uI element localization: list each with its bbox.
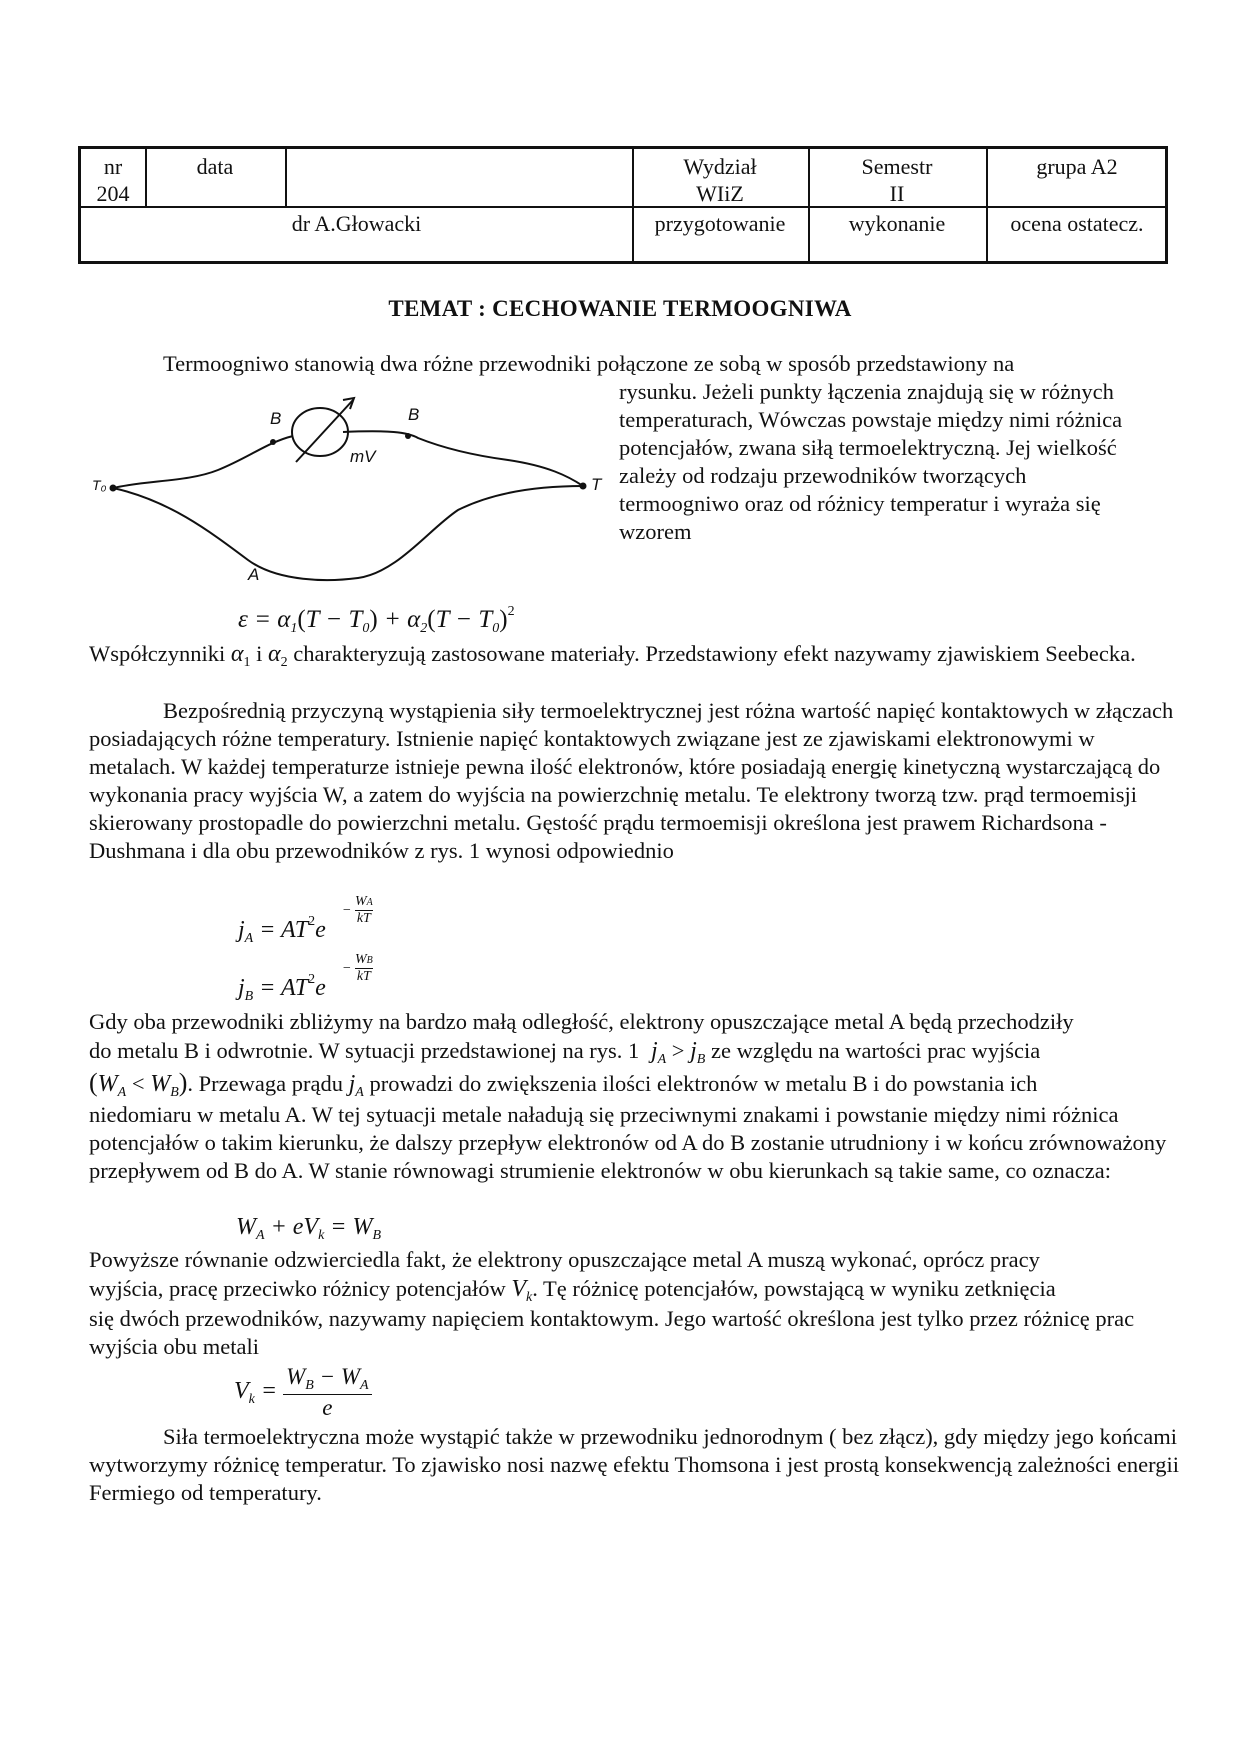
formula-ja: $j_A = AT^2e$: [238, 914, 326, 946]
nr-cell: [81, 149, 145, 207]
prep-cell: [632, 206, 808, 237]
node-b-left: [270, 439, 276, 445]
semester-label: Semestr: [861, 154, 933, 179]
group-cell: [986, 149, 1168, 180]
exec-label: wykonanie: [848, 211, 946, 236]
intro-line-4: potencjałów, zwana siłą termoelektryczną. Jej wielkość: [619, 435, 1117, 460]
semester-value: II: [889, 181, 905, 206]
intro-line-2: rysunku. Jeżeli punkty łączenia znajdują się w różnych: [619, 379, 1114, 404]
intro-line-6: termoogniwo oraz od różnicy temperatur i wyraża się: [619, 491, 1101, 516]
label-mv: mV: [350, 447, 376, 466]
faculty-label: Wydział: [683, 154, 757, 179]
date-label: data: [196, 154, 234, 179]
formula-jb: $j_B = AT^2e$: [238, 972, 326, 1004]
formula-vk: $V_k$ = $\frac{W_B - W_A}{e}$: [234, 1364, 372, 1421]
junction-t-dot: [580, 483, 587, 490]
para3-line-1: Gdy oba przewodniki zbliżymy na bardzo małą odległość, elektrony opuszczające metal A będą przechodziły: [89, 1009, 1074, 1034]
para4-line-1: Powyższe równanie odzwierciedla fakt, że elektrony opuszczające metal A muszą wykonać, oprócz pracy: [89, 1247, 1040, 1272]
para-contact-voltage: Bezpośrednią przyczyną wystąpienia siły termoelektrycznej jest różna wartość napięć kontaktowych w złączach posiadających różne temperatury. Istnienie napięć kontaktowych związane jest ze zjawiskami elektronowymi w metalach. W każdej temperaturze istnieje pewna ilość elektronów, które posiadają energię kinetyczną wystarczającą do wykonania pracy wyjścia W, a zatem do wyjścia na powierzchnię metalu. Te elektrony tworzą tzw. prąd termoemisji skierowany prostopadle do powierzchni metalu. Gęstość prądu termoemisji określona jest prawem Richardsona - Dushmana i dla obu przewodników z rys. 1 wynosi odpowiednio: [89, 698, 1174, 863]
formula-jb-exponent: − $\frac{WB}{kT}$: [342, 952, 373, 984]
intro-line-5: zależy od rodzaju przewodników tworzących: [619, 463, 1027, 488]
group-value: grupa A2: [1036, 154, 1118, 179]
wire-b-left: [113, 436, 293, 488]
nr-label: nr: [103, 154, 123, 179]
node-b-right: [405, 433, 411, 439]
header-table: [78, 146, 1168, 264]
teacher-cell: [81, 206, 632, 237]
wire-b-right: [343, 431, 583, 486]
label-t: T: [591, 475, 602, 494]
wire-a: [113, 486, 583, 580]
nr-value: 204: [96, 181, 130, 206]
para3-rest: niedomiaru w metalu A. W tej sytuacji metale naładują się przeciwnymi znakami i powstanie między nimi różnica potencjałów o takim kierunku, że dalszy przepływ elektronów od A do B zostanie utrudniony i w końcu zrównoważony przepływem od B do A. W stanie równowagi strumienie elektronów w obu kierunkach są takie same, co oznacza:: [89, 1102, 1167, 1183]
grade-cell: [986, 206, 1168, 237]
intro-line-7: wzorem: [619, 519, 692, 544]
semester-cell: [808, 149, 986, 207]
page-title: TEMAT : CECHOWANIE TERMOOGNIWA: [388, 296, 852, 321]
formula-balance: $W_A + eV_k = W_B$: [236, 1214, 382, 1243]
para3-line-3: $(W_A < W_B)$. Przewaga prądu $j_A$ prowadzi do zwiększenia ilości elektronów w metalu B i do powstania ich: [89, 1068, 1038, 1100]
thermocouple-diagram: [88, 390, 608, 590]
para4-line-2: wyjścia, pracę przeciwko różnicy potencjałów $V_k$. Tę różnicę potencjałów, powstającą w wyniku zetknięcia: [89, 1276, 1056, 1305]
faculty-value: WIiZ: [696, 181, 744, 206]
label-a: A: [248, 565, 260, 584]
label-t0: T₀: [92, 477, 107, 493]
intro-line-1: Termoogniwo stanowią dwa różne przewodniki połączone ze sobą w sposób przedstawiony na: [163, 351, 1015, 376]
junction-t0-dot: [110, 485, 117, 492]
teacher-name: dr A.Głowacki: [291, 211, 422, 236]
faculty-cell: [632, 149, 808, 207]
grade-label: ocena ostatecz.: [1010, 211, 1144, 236]
date-cell: [145, 149, 285, 180]
label-b-right: B: [408, 405, 420, 424]
exec-cell: [808, 206, 986, 237]
para3-line-2: do metalu B i odwrotnie. W sytuacji przedstawionej na rys. 1 $j_A > j_B$ ze względu na wartości prac wyjścia: [89, 1038, 1041, 1067]
formula-ja-exponent: − $\frac{WA}{kT}$: [342, 894, 373, 926]
para-thomson: Siła termoelektryczna może wystąpić także w przewodniku jednorodnym ( bez złącz), gdy między jego końcami wytworzymy różnicę temperatur. To zjawisko nosi nazwę efektu Thomsona i jest prostą konsekwencją zależności energii Fermiego od temperatury.: [89, 1424, 1179, 1505]
intro-line-3: temperaturach, Wówczas powstaje między nimi różnica: [619, 407, 1123, 432]
formula-emf: $\varepsilon = \alpha_1(T - T_0) + \alpha_2(T - T_0)^2$: [238, 604, 515, 636]
para4-rest: się dwóch przewodników, nazywamy napięciem kontaktowym. Jego wartość określona jest tylko przez różnicę prac wyjścia obu metali: [89, 1306, 1135, 1359]
label-b-left: B: [270, 409, 282, 428]
para-coefficients: Współczynniki $\alpha_1$ i $\alpha_2$ charakteryzują zastosowane materiały. Przedstawiony efekt nazywamy zjawiskiem Seebecka.: [89, 641, 1136, 670]
prep-label: przygotowanie: [654, 211, 786, 236]
